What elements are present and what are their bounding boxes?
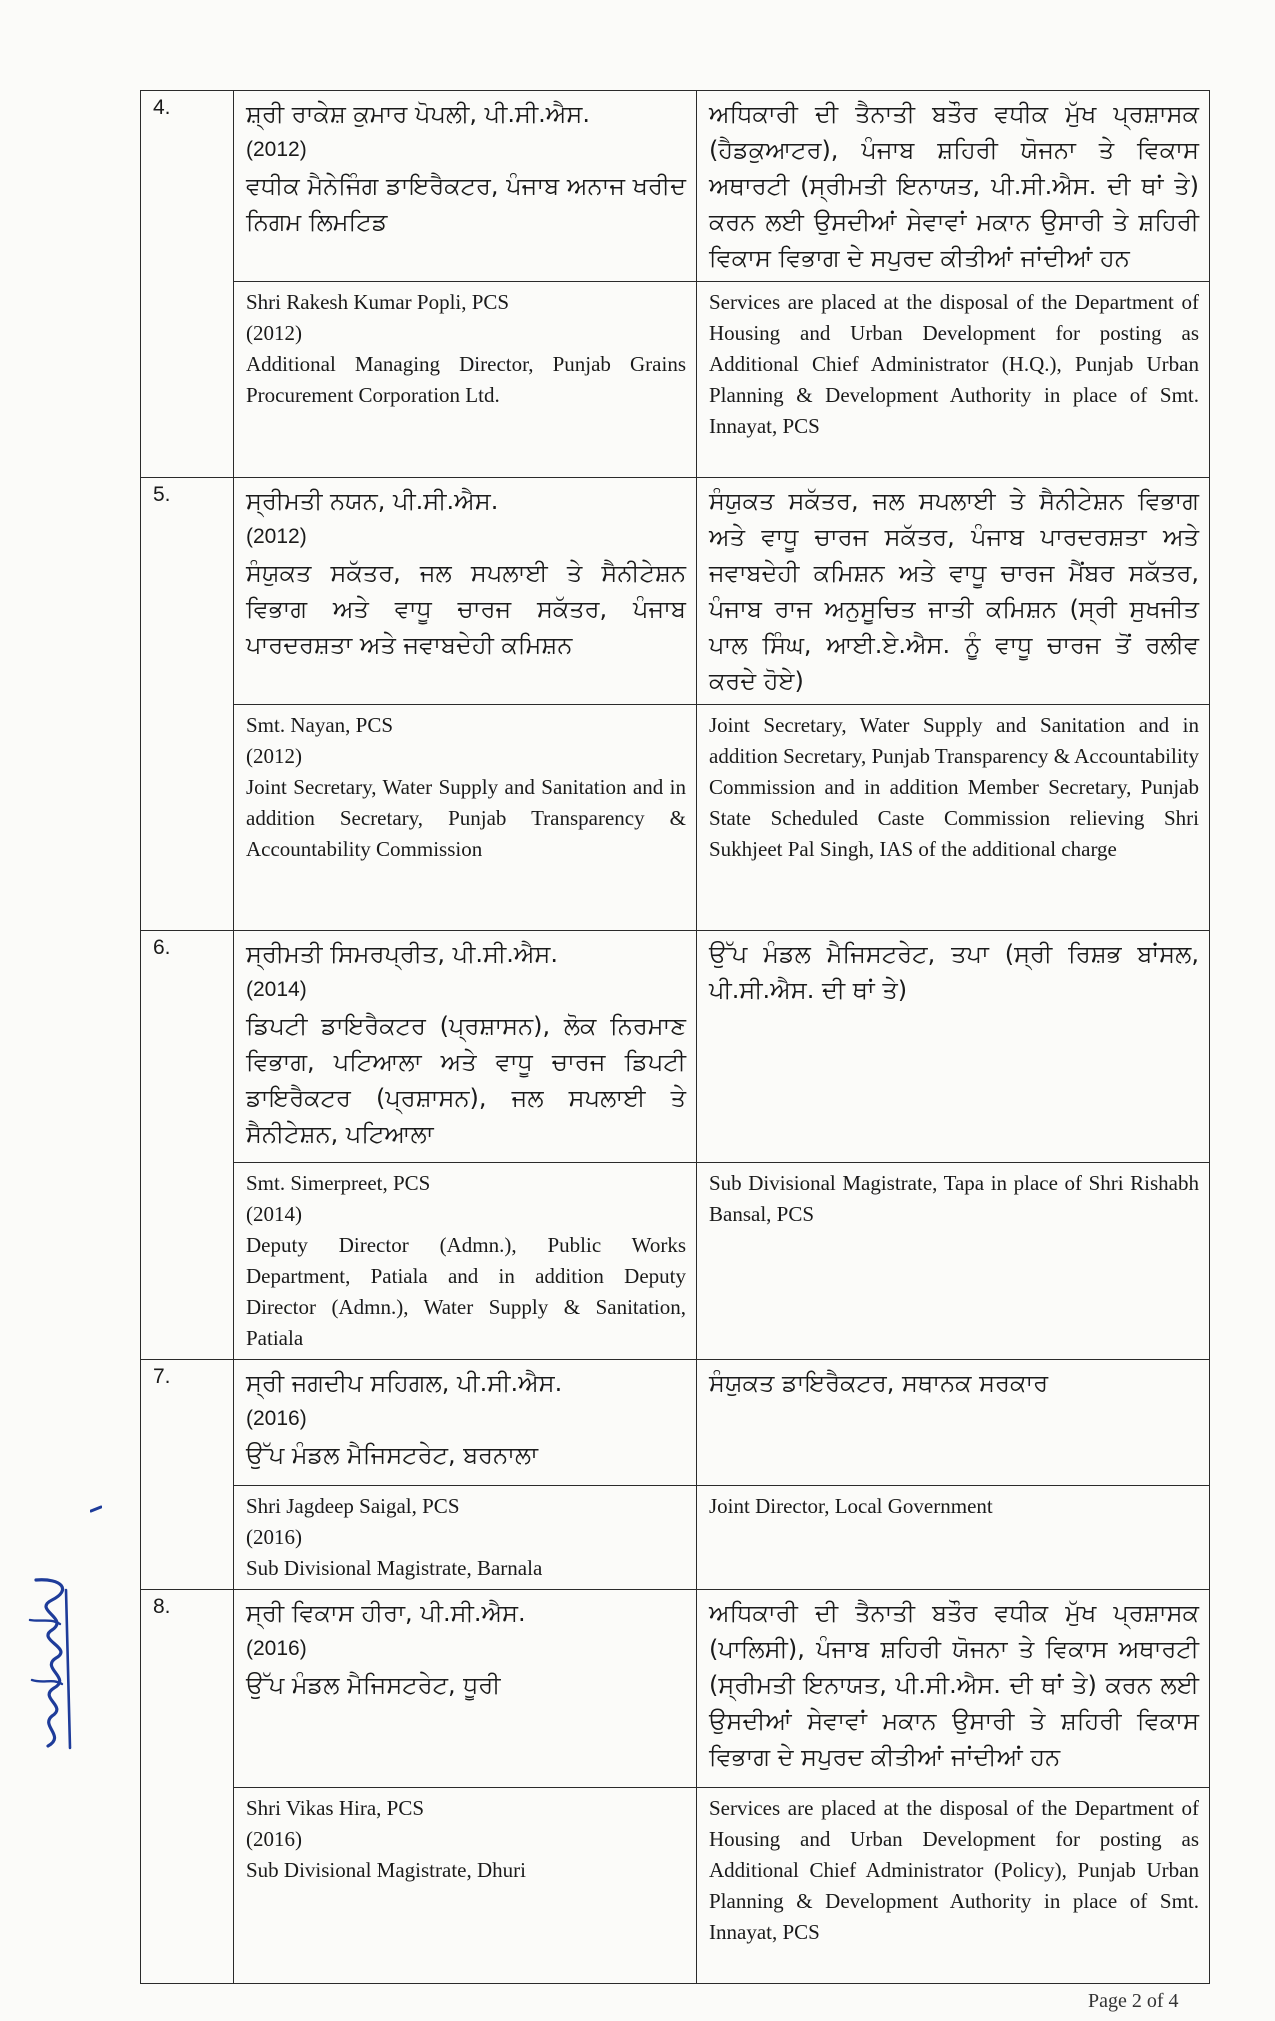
table-row [141, 1163, 1210, 1360]
serial-number: 5. [141, 478, 234, 931]
officer-name-punjabi: ਸ੍ਰੀਮਤੀ ਨਯਨ, ਪੀ.ਸੀ.ਐਸ. [246, 487, 499, 515]
officer-punjabi [234, 91, 697, 282]
officer-english [234, 1788, 697, 1984]
serial-number: 7. [141, 1360, 234, 1590]
officer-batch-year: (2012) [246, 321, 302, 345]
serial-number: 6. [141, 931, 234, 1360]
officer-name-punjabi: ਸ਼੍ਰੀ ਰਾਕੇਸ਼ ਕੁਮਾਰ ਪੋਪਲੀ, ਪੀ.ਸੀ.ਐਸ. [246, 100, 590, 128]
officer-current-post-punjabi: ਉੱਪ ਮੰਡਲ ਮੈਜਿਸਟਰੇਟ, ਧੂਰੀ [246, 1671, 501, 1699]
officer-name-punjabi: ਸ੍ਰੀਮਤੀ ਸਿਮਰਪ੍ਰੀਤ, ਪੀ.ਸੀ.ਐਸ. [246, 940, 559, 968]
new-posting-punjabi: ਸੰਯੁਕਤ ਸਕੱਤਰ, ਜਲ ਸਪਲਾਈ ਤੇ ਸੈਨੀਟੇਸ਼ਨ ਵਿਭਾਗ ਅਤੇ ਵਾਧੂ ਚਾਰਜ ਸਕੱਤਰ, ਪੰਜਾਬ ਪਾਰਦਰਸ਼ਤਾ ਅਤੇ ਜਵਾਬਦੇਹੀ ਕਮਿਸ਼ਨ ਅਤੇ ਵਾਧੂ ਚਾਰਜ ਮੈਂਬਰ ਸਕੱਤਰ, ਪੰਜਾਬ ਰਾਜ ਅਨੁਸੂਚਿਤ ਜਾਤੀ ਕਮਿਸ਼ਨ (ਸ੍ਰੀ ਸੁਖਜੀਤ ਪਾਲ ਸਿੰਘ, ਆਈ.ਏ.ਐਸ. ਨੂੰ ਵਾਧੂ ਚਾਰਜ ਤੋਂ ਰਲੀਵ ਕਰਦੇ ਹੋਏ) [697, 478, 1210, 705]
officer-punjabi [234, 1590, 697, 1788]
officer-batch-year: (2012) [246, 744, 302, 768]
officer-current-post-english: Deputy Director (Admn.), Public Works Department, Patiala and in addition Deputy Director (Admn.), Water Supply & Sanitation, Patiala [246, 1233, 686, 1350]
table-row [141, 282, 1210, 478]
officer-name-english: Smt. Simerpreet, PCS [246, 1171, 431, 1195]
officer-batch-year: (2014) [246, 1202, 302, 1226]
officer-english [234, 1163, 697, 1360]
serial-number: 4. [141, 91, 234, 478]
table-row [141, 1360, 1210, 1486]
officer-batch-year: (2014) [246, 978, 307, 1001]
officer-batch-year: (2016) [246, 1637, 307, 1660]
serial-number: 8. [141, 1590, 234, 1984]
officer-current-post-english: Sub Divisional Magistrate, Barnala [246, 1556, 543, 1580]
officer-batch-year: (2016) [246, 1407, 307, 1430]
officer-batch-year: (2012) [246, 525, 307, 548]
officer-batch-year: (2012) [246, 138, 307, 161]
officer-punjabi [234, 478, 697, 705]
new-posting-punjabi: ਅਧਿਕਾਰੀ ਦੀ ਤੈਨਾਤੀ ਬਤੌਰ ਵਧੀਕ ਮੁੱਖ ਪ੍ਰਸ਼ਾਸਕ (ਪਾਲਿਸੀ), ਪੰਜਾਬ ਸ਼ਹਿਰੀ ਯੋਜਨਾ ਤੇ ਵਿਕਾਸ ਅਥਾਰਟੀ (ਸ੍ਰੀਮਤੀ ਇਨਾਯਤ, ਪੀ.ਸੀ.ਐਸ. ਦੀ ਥਾਂ ਤੇ) ਕਰਨ ਲਈ ਉਸਦੀਆਂ ਸੇਵਾਵਾਂ ਮਕਾਨ ਉਸਾਰੀ ਤੇ ਸ਼ਹਿਰੀ ਵਿਕਾਸ ਵਿਭਾਗ ਦੇ ਸਪੁਰਦ ਕੀਤੀਆਂ ਜਾਂਦੀਆਂ ਹਨ [697, 1590, 1210, 1788]
transfer-orders-table [140, 90, 1210, 1984]
table-row [141, 931, 1210, 1163]
officer-name-english: Shri Rakesh Kumar Popli, PCS [246, 290, 510, 314]
officer-english [234, 282, 697, 478]
officer-batch-year: (2016) [246, 1525, 302, 1549]
officer-name-english: Smt. Nayan, PCS [246, 713, 394, 737]
new-posting-punjabi: ਸੰਯੁਕਤ ਡਾਇਰੈਕਟਰ, ਸਥਾਨਕ ਸਰਕਾਰ [697, 1360, 1210, 1486]
officer-name-english: Shri Vikas Hira, PCS [246, 1796, 425, 1820]
officer-current-post-punjabi: ਉੱਪ ਮੰਡਲ ਮੈਜਿਸਟਰੇਟ, ਬਰਨਾਲਾ [246, 1441, 539, 1469]
ink-mark [90, 1505, 102, 1513]
officer-current-post-punjabi: ਵਧੀਕ ਮੈਨੇਜਿੰਗ ਡਾਇਰੈਕਟਰ, ਪੰਜਾਬ ਅਨਾਜ ਖਰੀਦ ਨਿਗਮ ਲਿਮਟਿਡ [246, 172, 686, 236]
table-row [141, 91, 1210, 282]
page-number: Page 2 of 4 [1088, 1990, 1179, 2012]
officer-english [234, 705, 697, 931]
officer-english [234, 1486, 697, 1590]
officer-current-post-english: Sub Divisional Magistrate, Dhuri [246, 1858, 526, 1882]
officer-punjabi [234, 1360, 697, 1486]
new-posting-english: Services are placed at the disposal of the Department of Housing and Urban Development for posting as Additional Chief Administrator (H.Q.), Punjab Urban Planning & Development Authority in place of Smt. Innayat, PCS [697, 282, 1210, 478]
table-row [141, 478, 1210, 705]
table-row [141, 1486, 1210, 1590]
officer-punjabi [234, 931, 697, 1163]
officer-current-post-punjabi: ਸੰਯੁਕਤ ਸਕੱਤਰ, ਜਲ ਸਪਲਾਈ ਤੇ ਸੈਨੀਟੇਸ਼ਨ ਵਿਭਾਗ ਅਤੇ ਵਾਧੂ ਚਾਰਜ ਸਕੱਤਰ, ਪੰਜਾਬ ਪਾਰਦਰਸ਼ਤਾ ਅਤੇ ਜਵਾਬਦੇਹੀ ਕਮਿਸ਼ਨ [246, 559, 686, 659]
officer-current-post-english: Additional Managing Director, Punjab Grains Procurement Corporation Ltd. [246, 352, 686, 407]
new-posting-english: Services are placed at the disposal of the Department of Housing and Urban Development for posting as Additional Chief Administrator (Policy), Punjab Urban Planning & Development Authority in place of Smt. Innayat, PCS [697, 1788, 1210, 1984]
new-posting-punjabi: ਅਧਿਕਾਰੀ ਦੀ ਤੈਨਾਤੀ ਬਤੌਰ ਵਧੀਕ ਮੁੱਖ ਪ੍ਰਸ਼ਾਸਕ (ਹੈਡਕੁਆਟਰ), ਪੰਜਾਬ ਸ਼ਹਿਰੀ ਯੋਜਨਾ ਤੇ ਵਿਕਾਸ ਅਥਾਰਟੀ (ਸ੍ਰੀਮਤੀ ਇਨਾਯਤ, ਪੀ.ਸੀ.ਐਸ. ਦੀ ਥਾਂ ਤੇ) ਕਰਨ ਲਈ ਉਸਦੀਆਂ ਸੇਵਾਵਾਂ ਮਕਾਨ ਉਸਾਰੀ ਤੇ ਸ਼ਹਿਰੀ ਵਿਕਾਸ ਵਿਭਾਗ ਦੇ ਸਪੁਰਦ ਕੀਤੀਆਂ ਜਾਂਦੀਆਂ ਹਨ [697, 91, 1210, 282]
officer-name-punjabi: ਸ੍ਰੀ ਜਗਦੀਪ ਸਹਿਗਲ, ਪੀ.ਸੀ.ਐਸ. [246, 1369, 563, 1397]
new-posting-punjabi: ਉੱਪ ਮੰਡਲ ਮੈਜਿਸਟਰੇਟ, ਤਪਾ (ਸ੍ਰੀ ਰਿਸ਼ਭ ਬਾਂਸਲ, ਪੀ.ਸੀ.ਐਸ. ਦੀ ਥਾਂ ਤੇ) [697, 931, 1210, 1163]
new-posting-english: Sub Divisional Magistrate, Tapa in place of Shri Rishabh Bansal, PCS [697, 1163, 1210, 1360]
officer-current-post-punjabi: ਡਿਪਟੀ ਡਾਇਰੈਕਟਰ (ਪ੍ਰਸ਼ਾਸਨ), ਲੋਕ ਨਿਰਮਾਣ ਵਿਭਾਗ, ਪਟਿਆਲਾ ਅਤੇ ਵਾਧੂ ਚਾਰਜ ਡਿਪਟੀ ਡਾਇਰੈਕਟਰ (ਪ੍ਰਸ਼ਾਸਨ), ਜਲ ਸਪਲਾਈ ਤੇ ਸੈਨੀਟੇਸ਼ਨ, ਪਟਿਆਲਾ [246, 1012, 686, 1148]
new-posting-english: Joint Director, Local Government [697, 1486, 1210, 1590]
table-row [141, 1788, 1210, 1984]
officer-current-post-english: Joint Secretary, Water Supply and Sanitation and in addition Secretary, Punjab Transparency & Accountability Commission [246, 775, 686, 861]
officer-name-punjabi: ਸ੍ਰੀ ਵਿਕਾਸ ਹੀਰਾ, ਪੀ.ਸੀ.ਐਸ. [246, 1599, 526, 1627]
table-row [141, 1590, 1210, 1788]
table-row [141, 705, 1210, 931]
new-posting-english: Joint Secretary, Water Supply and Sanitation and in addition Secretary, Punjab Transparency & Accountability Commission and in addition Member Secretary, Punjab State Scheduled Caste Commission relieving Shri Sukhjeet Pal Singh, IAS of the additional charge [697, 705, 1210, 931]
signature-mark [22, 1560, 86, 1760]
officer-name-english: Shri Jagdeep Saigal, PCS [246, 1494, 460, 1518]
officer-batch-year: (2016) [246, 1827, 302, 1851]
